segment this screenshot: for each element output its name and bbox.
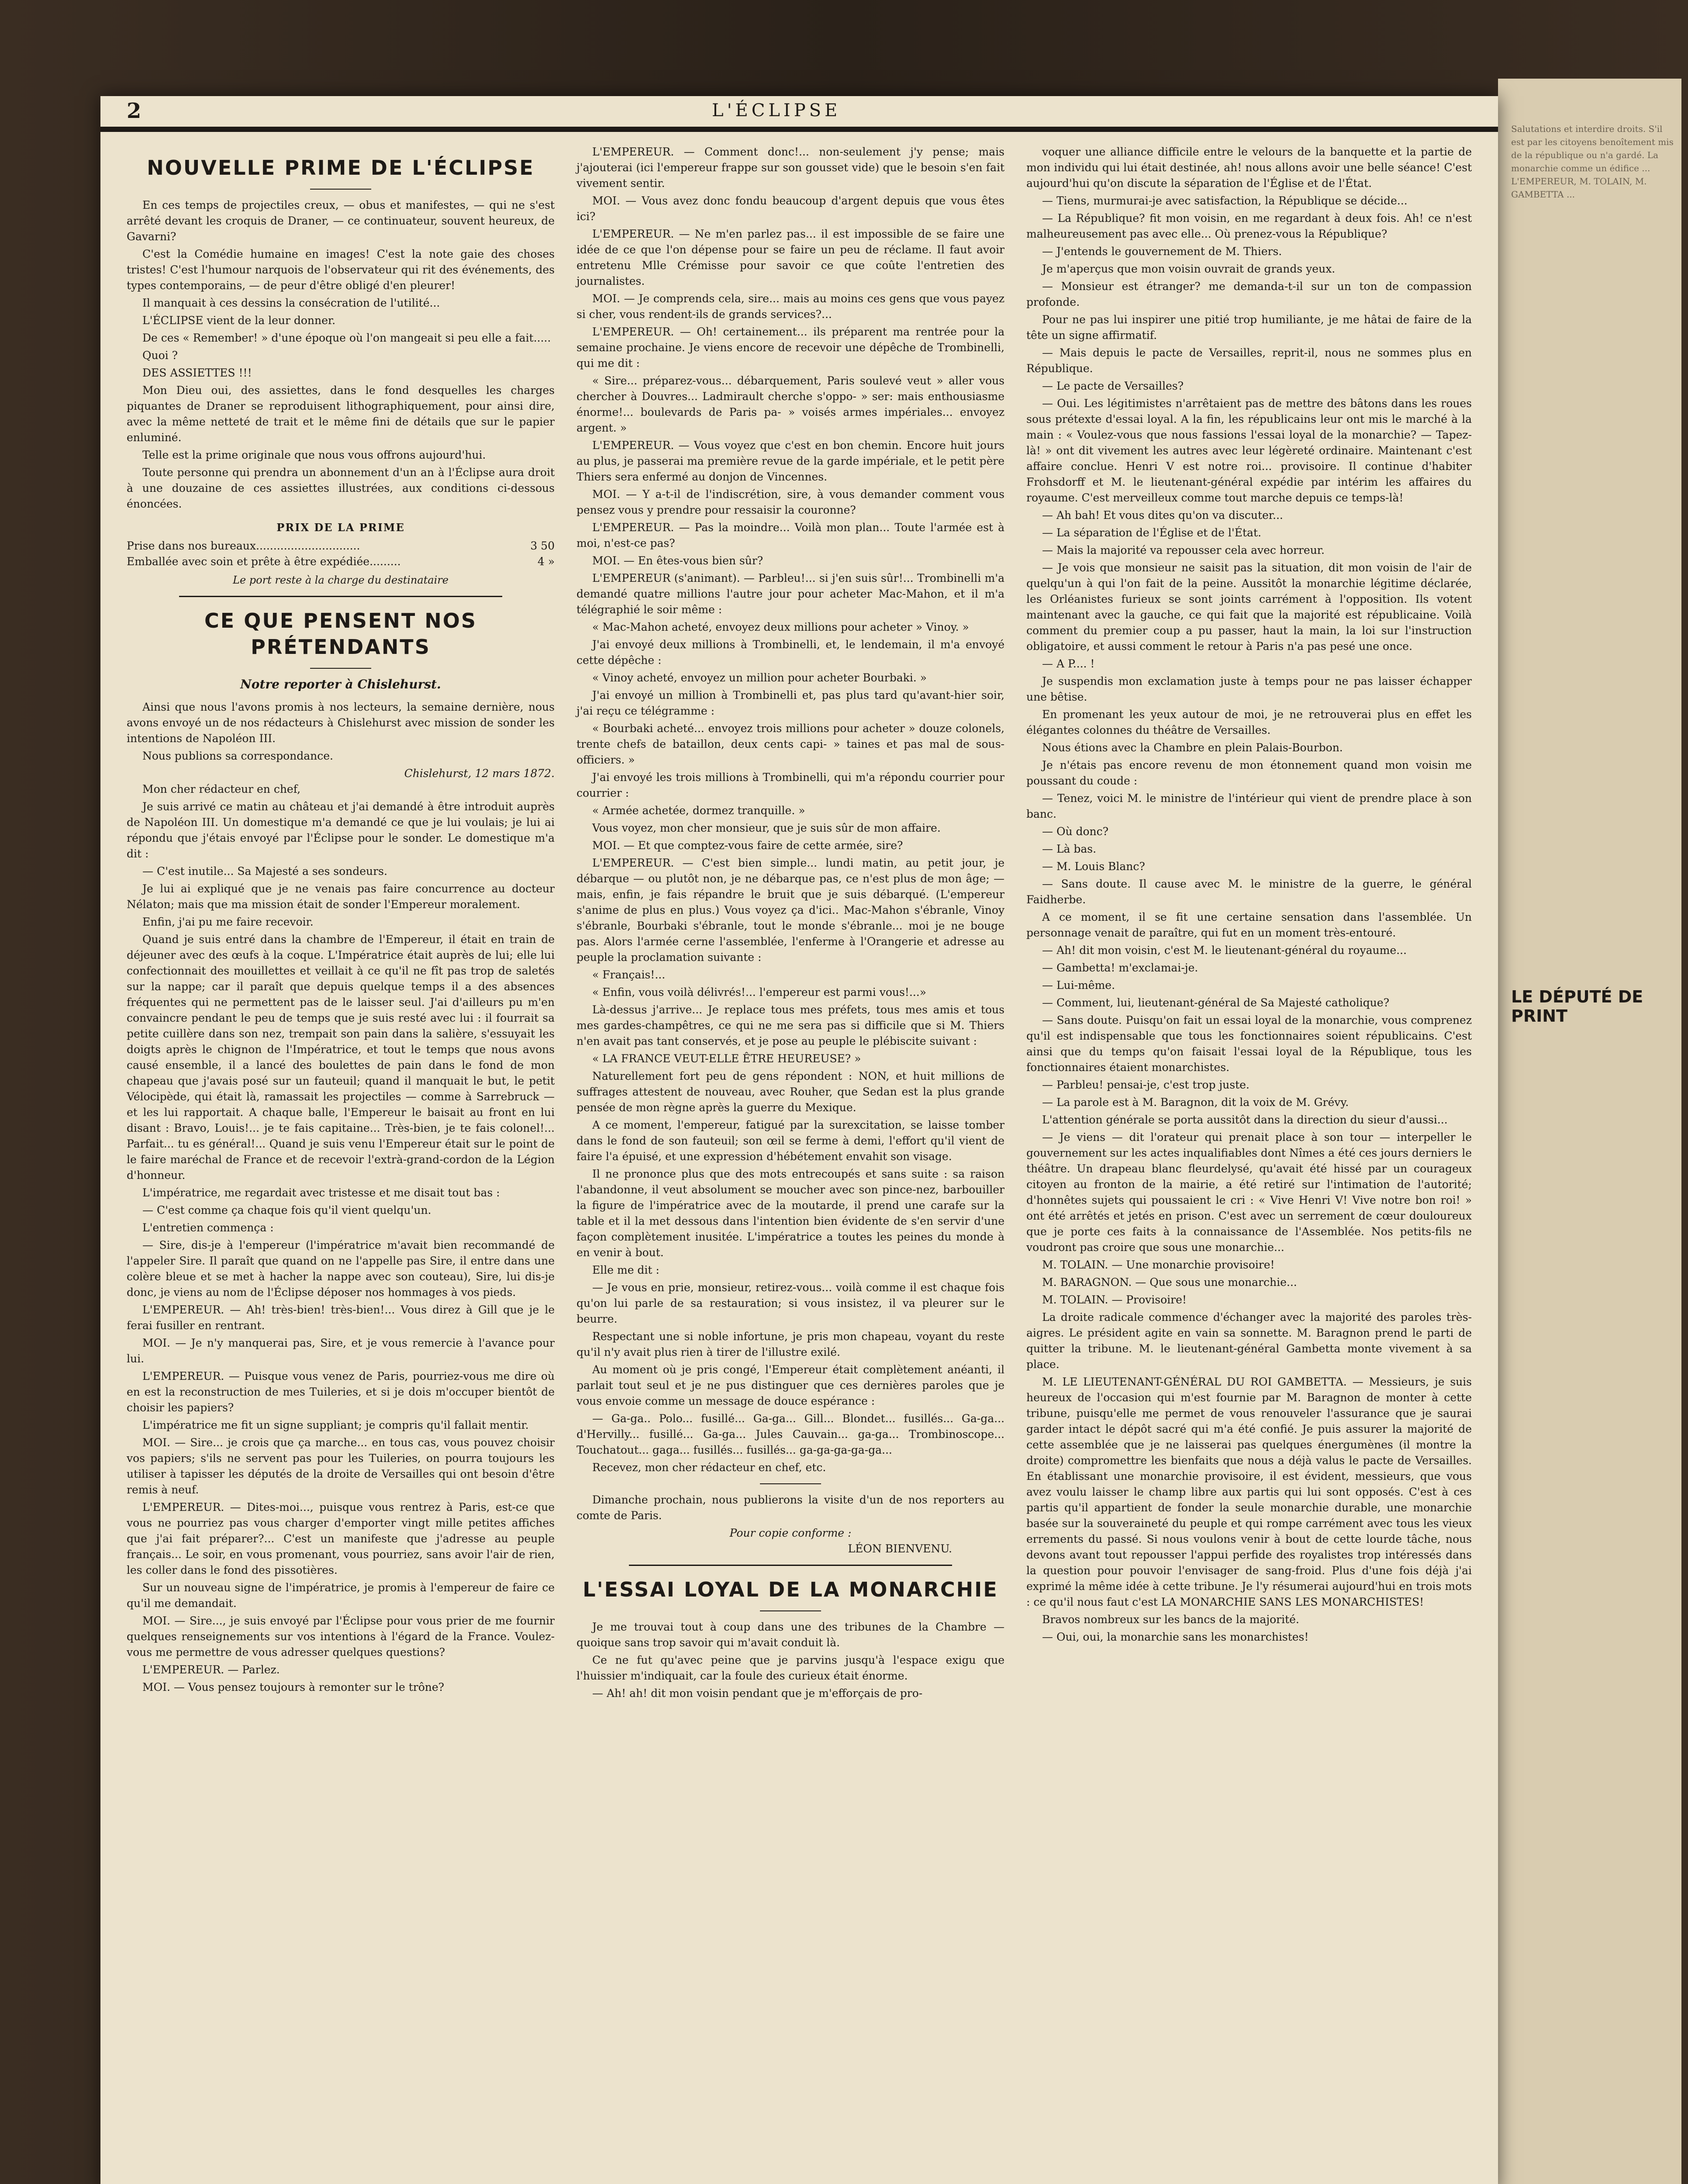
paragraph: — A P.... ! bbox=[1042, 657, 1095, 670]
paragraph: MOI. — Vous avez donc fondu beaucoup d'argent depuis que vous êtes ici? bbox=[576, 194, 1005, 223]
price-row bbox=[127, 554, 555, 570]
paragraph: — Tiens, murmurai-je avec satisfaction, la République se décide... bbox=[1042, 194, 1408, 207]
dateline: Chislehurst, 12 mars 1872. bbox=[404, 767, 555, 780]
paragraph: « LA FRANCE VEUT-ELLE ÊTRE HEUREUSE? » bbox=[592, 1052, 861, 1065]
paragraph: Nous étions avec la Chambre en plein Palais-Bourbon. bbox=[1042, 741, 1343, 754]
paragraph: La droite radicale commence d'échanger avec la majorité des paroles très-aigres. Le président agite en vain sa sonnette. M. Baragnon prend le parti de quitter la tribune. M. le lieutenant-général Gambetta monte vivement à sa place. bbox=[1026, 1311, 1472, 1371]
paragraph: Respectant une si noble infortune, je pris mon chapeau, voyant du reste qu'il n'y avait plus rien à tirer de l'illustre exilé. bbox=[576, 1330, 1005, 1358]
paragraph: En promenant les yeux autour de moi, je ne retrouverai plus en effet les élégantes colonnes du théâtre de Versailles. bbox=[1026, 708, 1472, 736]
paragraph: Je lui ai expliqué que je ne venais pas faire concurrence au docteur Nélaton; mais que ma mission était de sonder l'Empereur moralement. bbox=[127, 882, 555, 911]
paragraph: Elle me dit : bbox=[592, 1264, 659, 1276]
paragraph: — Lui-même. bbox=[1042, 979, 1115, 992]
paragraph: — Je vois que monsieur ne saisit pas la situation, dit mon voisin de l'air de quelqu'un à qui l'on fait de la peine. Aussitôt la monarchie légitime déclarée, les Orléanistes furieux se sont joints carrément à l'opposition. Ils votent maintenant avec la gauche, ce qui fait que la majorité est républicaine. Voilà comment du premier coup a pu passer, haut la main, la loi sur l'instruction obligatoire, et aussi comment le retour à Paris n'a pas pesé une once. bbox=[1026, 561, 1472, 653]
paragraph: Nous publions sa correspondance. bbox=[142, 750, 333, 762]
paragraph: Ainsi que nous l'avons promis à nos lecteurs, la semaine dernière, nous avons envoyé un de nos rédacteurs à Chislehurst avec mission de sonder les intentions de Napoléon III. bbox=[127, 701, 555, 745]
paragraph: L'EMPEREUR. — Comment donc!... non-seulement j'y pense; mais j'ajouterai (ici l'empereur frappe sur son gousset vide) que le besoin s'en fait vivement sentir. bbox=[576, 145, 1005, 190]
paragraph: L'EMPEREUR. — Dites-moi..., puisque vous rentrez à Paris, est-ce que vous ne pourriez pas vous charger d'emporter vingt mille petites affiches que j'ai fait préparer?... C'est un manifeste que j'adresse au peuple français... Le soir, en vous promenant, vous pourriez, sans avoir l'air de rien, les coller dans le fond des pissotières. bbox=[127, 1501, 555, 1576]
paragraph: — Mais la majorité va repousser cela avec horreur. bbox=[1042, 544, 1325, 556]
paragraph: Quoi ? bbox=[142, 349, 178, 362]
section-title-pretendants: CE QUE PENSENT NOS PRÉTENDANTS bbox=[204, 609, 477, 659]
price-value: 4 » bbox=[537, 555, 555, 568]
section-subtitle: Notre reporter à Chislehurst. bbox=[240, 677, 441, 691]
page-header bbox=[100, 96, 1498, 132]
paragraph: L'EMPEREUR. — Oh! certainement... ils préparent ma rentrée pour la semaine prochaine. Je viens encore de recevoir une dépêche de Trombinelli, qui me dit : bbox=[576, 325, 1005, 370]
paragraph: voquer une alliance difficile entre le velours de la banquette et la partie de mon individu qui lui était destinée, ah! nous allons avoir une belle séance! C'est aujourd'hui qu'on discute la séparation de l'Église et de l'État. bbox=[1026, 145, 1472, 190]
paragraph: — Ah! ah! dit mon voisin pendant que je m'efforçais de pro- bbox=[592, 1687, 923, 1700]
paragraph: — Ah bah! Et vous dites qu'on va discuter... bbox=[1042, 509, 1283, 522]
article-prime-body bbox=[127, 197, 555, 512]
paragraph: Mon Dieu oui, des assiettes, dans le fond desquelles les charges piquantes de Draner se reproduisent lithographiquement, pour ainsi dire, avec la même netteté de trait et le même fini de détails que sur le papier enluminé. bbox=[127, 384, 555, 444]
section-title-prime: NOUVELLE PRIME DE L'ÉCLIPSE bbox=[147, 156, 535, 180]
paragraph: L'attention générale se porta aussitôt dans la direction du sieur d'aussi... bbox=[1042, 1113, 1448, 1126]
paragraph: — Ga-ga.. Polo... fusillé... Ga-ga... Gill... Blondet... fusillés... Ga-ga... d'Hervilly... fusillé... Ga-ga... Jules Cauvain... ga-ga... Trombinoscope... Touchatout... gaga... fusillés... fusillés... ga-ga-ga-ga-ga... bbox=[576, 1412, 1005, 1456]
copy-conforme: Pour copie conforme : bbox=[729, 1527, 852, 1539]
paragraph: Sur un nouveau signe de l'impératrice, je promis à l'empereur de faire ce qu'il me demandait. bbox=[127, 1581, 555, 1610]
paragraph: — Gambetta! m'exclamai-je. bbox=[1042, 961, 1198, 974]
paragraph: A ce moment, il se fit une certaine sensation dans l'assemblée. Un personnage venait de paraître, qui fut en un moment très-entouré. bbox=[1026, 911, 1472, 939]
paragraph: Je me trouvai tout à coup dans une des tribunes de la Chambre — quoique sans trop savoir qui m'avait conduit là. bbox=[576, 1621, 1005, 1649]
paragraph: — C'est comme ça chaque fois qu'il vient quelqu'un. bbox=[142, 1204, 431, 1216]
divider bbox=[310, 668, 371, 669]
paragraph: De ces « Remember! » d'une époque où l'on mangeait si peu elle a fait..... bbox=[142, 332, 551, 344]
paragraph: L'entretien commença : bbox=[142, 1221, 274, 1234]
paragraph: — Je viens — dit l'orateur qui prenait place à son tour — interpeller le gouvernement sur les actes inqualifiables dont Nîmes a été ces jours derniers le théâtre. Un drapeau blanc fleurdelysé, qu'avait été hissé par un courageux citoyen au fronton de la mairie, a été retiré sur l'intimation de l'autorité; d'honnêtes sujets qui poussaient le cri : « Vive Henri V! Vive notre bon roi! » ont été arrêtés et jetés en prison. C'est avec un serrement de cœur douloureux que je porte ces faits à la connaissance de l'Assemblée. Nos petits-fils ne voudront pas croire que sous une monarchie... bbox=[1026, 1131, 1472, 1254]
paragraph: — La séparation de l'Église et de l'État. bbox=[1042, 526, 1261, 539]
price-label: Prise dans nos bureaux.............................. bbox=[127, 539, 360, 552]
paragraph: Je m'aperçus que mon voisin ouvrait de grands yeux. bbox=[1042, 263, 1336, 275]
paragraph: Bravos nombreux sur les bancs de la majorité. bbox=[1042, 1613, 1299, 1626]
article-letter bbox=[127, 781, 555, 1695]
paragraph: Il manquait à ces dessins la consécration de l'utilité... bbox=[142, 297, 440, 309]
price-label: Emballée avec soin et prête à être expédiée......... bbox=[127, 555, 401, 568]
paragraph: — La parole est à M. Baragnon, dit la voix de M. Grévy. bbox=[1042, 1096, 1349, 1109]
paragraph: — Sire, dis-je à l'empereur (l'impératrice m'avait bien recommandé de l'appeler Sire. Il paraît que quand on ne l'appelle pas Sire, il entre dans une colère bleue et se met à hacher la nappe avec son couteau), Sire, lui dis-je donc, je viens au nom de l'Éclipse déposer nos hommages à vos pieds. bbox=[127, 1239, 555, 1299]
facing-page bbox=[1498, 79, 1681, 2184]
divider bbox=[179, 596, 502, 597]
paragraph: MOI. — Je n'y manquerai pas, Sire, et je vous remercie à l'avance pour lui. bbox=[127, 1337, 555, 1365]
paragraph: L'EMPEREUR. — C'est bien simple... lundi matin, au petit jour, je débarque — ou plutôt non, je ne débarque pas, ce n'est plus de mon âge; — mais, enfin, je fais répandre le bruit que je suis débarqué. (L'empereur s'anime de plus en plus.) Vous voyez ça d'ici.. Mac-Mahon s'ébranle, Vinoy s'ébranle, Bourbaki s'ébranle, tout le monde s'ébranle... moi je ne bouge pas. Alors l'armée cerne l'assemblée, l'enferme à l'Orangerie et adresse au peuple la proclamation suivante : bbox=[576, 857, 1005, 964]
paragraph: C'est la Comédie humaine en images! C'est la note gaie des choses tristes! C'est l'humour narquois de l'observateur qui rit des événements, des types contemporains, — de peur d'être obligé d'en pleurer! bbox=[127, 248, 555, 292]
paragraph: MOI. — Sire... je crois que ça marche... en tous cas, vous pouvez choisir vos papiers; s'ils ne servent pas pour les Tuileries, on pourra toujours les utiliser à tapisser les députés de la droite de Versailles qui ont besoin d'être remis à neuf. bbox=[127, 1436, 555, 1496]
paragraph: — Oui. Les légitimistes n'arrêtaient pas de mettre des bâtons dans les roues sous prétexte d'essai loyal. A la fin, les républicains leur ont mis le marché à la main : « Voulez-vous que nous fassions l'essai loyal de la monarchie? — Tapez-là! » ont dit vivement les autres avec leur légèreté ordinaire. Maintenant c'est affaire conclue. Henri V est notre roi... provisoire. Il continue d'habiter Frohsdorff et M. le lieutenant-général expédie par intérim les affaires du royaume. C'est merveilleux comme tout marche depuis ce temps-là! bbox=[1026, 397, 1472, 504]
paragraph: L'EMPEREUR. — Pas la moindre... Voilà mon plan... Toute l'armée est à moi, n'est-ce pas? bbox=[576, 521, 1005, 549]
paragraph: — Comment, lui, lieutenant-général de Sa Majesté catholique? bbox=[1042, 996, 1389, 1009]
paragraph: — Le pacte de Versailles? bbox=[1042, 380, 1184, 392]
paragraph: — Ah! dit mon voisin, c'est M. le lieutenant-général du royaume... bbox=[1042, 944, 1407, 957]
paragraph: Vous voyez, mon cher monsieur, que je suis sûr de mon affaire. bbox=[592, 822, 941, 834]
paragraph: — Tenez, voici M. le ministre de l'intérieur qui vient de prendre place à son banc. bbox=[1026, 792, 1472, 820]
paragraph: Je suis arrivé ce matin au château et j'ai demandé à être introduit auprès de Napoléon III. Un domestique m'a demandé ce que je lui voulais; je lui ai répondu que j'étais envoyé par l'Éclipse pour le sonder. Le domestique m'a dit : bbox=[127, 800, 555, 860]
divider bbox=[310, 189, 371, 190]
paragraph: — Où donc? bbox=[1042, 825, 1109, 838]
column-3 bbox=[1026, 144, 1472, 1647]
price-title: PRIX DE LA PRIME bbox=[276, 521, 405, 534]
paragraph: L'EMPEREUR. — Parlez. bbox=[142, 1663, 280, 1676]
divider bbox=[760, 1483, 821, 1484]
paragraph: DES ASSIETTES !!! bbox=[142, 366, 252, 379]
paragraph: « Enfin, vous voilà délivrés!... l'empereur est parmi vous!...» bbox=[592, 986, 926, 999]
paragraph: M. TOLAIN. — Provisoire! bbox=[1042, 1293, 1187, 1306]
paragraph: Je n'étais pas encore revenu de mon étonnement quand mon voisin me poussant du coude : bbox=[1026, 759, 1472, 787]
paragraph: — Oui, oui, la monarchie sans les monarchistes! bbox=[1042, 1631, 1309, 1643]
paragraph: Mon cher rédacteur en chef, bbox=[142, 783, 301, 795]
signature: LÉON BIENVENU. bbox=[848, 1542, 952, 1555]
paragraph: « Vinoy acheté, envoyez un million pour acheter Bourbaki. » bbox=[592, 671, 927, 684]
paragraph: Naturellement fort peu de gens répondent : NON, et huit millions de suffrages attestent de nouveau, avec Rouher, que Sedan est la plus grande pensée de mon règne après la guerre du Mexique. bbox=[576, 1070, 1005, 1114]
paragraph: L'EMPEREUR. — Puisque vous venez de Paris, pourriez-vous me dire où en est la reconstruction de mes Tuileries, et si je dois m'occuper bientôt de choisir les papiers? bbox=[127, 1370, 555, 1414]
paragraph: J'ai envoyé les trois millions à Trombinelli, qui m'a répondu courrier pour courrier : bbox=[576, 771, 1005, 799]
paragraph: Quand je suis entré dans la chambre de l'Empereur, il était en train de déjeuner avec des œufs à la coque. L'Impératrice était auprès de lui; elle lui confectionnait des mouillettes et veillait à ce qu'il ne fît pas trop de saletés sur la nappe; car il paraît que depuis quelque temps il a des absences fréquentes qui ne permettent pas de le laisser seul. J'ai d'ailleurs pu m'en convaincre pendant le peu de temps que je suis resté avec lui : il fourrait sa petite cuillère dans son nez, trempait son pain dans la salière, s'essuyait les doigts après le chignon de l'Impératrice, et tout le temps que nous avons causé ensemble, il a lancé des boulettes de pain dans le fond de mon chapeau que j'avais posé sur un fauteuil; quand il manquait le but, le petit Vélocipède, qui était là, ramassait les projectiles — comme à Sarrebruck — et les lui rapportait. A chaque balle, l'Empereur le baisait au front en lui disant : Bravo, Louis!... je te fais capitaine... Très-bien, je te fais colonel!... Parfait... tu es général!... Quand je suis venu l'Empereur était sur le point de le faire maréchal de France et de recevoir l'extrà-grand-cordon de la Légion d'honneur. bbox=[127, 933, 555, 1182]
paragraph: MOI. — Y a-t-il de l'indiscrétion, sire, à vous demander comment vous pensez vous y prendre pour ressaisir la couronne? bbox=[576, 488, 1005, 516]
divider bbox=[629, 1565, 952, 1566]
facing-page-text: Salutations et interdire droits. S'il est par les citoyens benoîtement mis de la république ou n'a gardé. La monarchie comme un édifice ... L'EMPEREUR, M. TOLAIN, M. GAMBETTA ... bbox=[1511, 124, 1674, 200]
paragraph: L'ÉCLIPSE vient de la leur donner. bbox=[142, 314, 336, 327]
paragraph: L'impératrice me fit un signe suppliant; je compris qu'il fallait mentir. bbox=[142, 1419, 529, 1431]
paragraph: MOI. — En êtes-vous bien sûr? bbox=[592, 554, 763, 567]
paragraph: « Mac-Mahon acheté, envoyez deux millions pour acheter » Vinoy. » bbox=[592, 621, 969, 633]
paragraph: MOI. — Vous pensez toujours à remonter sur le trône? bbox=[142, 1681, 445, 1693]
column-2 bbox=[576, 144, 1005, 1703]
price-note: Le port reste à la charge du destinataire bbox=[233, 574, 449, 586]
paragraph: Telle est la prime originale que nous vous offrons aujourd'hui. bbox=[142, 449, 486, 461]
paragraph: Recevez, mon cher rédacteur en chef, etc. bbox=[592, 1461, 826, 1474]
paragraph: M. LE LIEUTENANT-GÉNÉRAL DU ROI GAMBETTA. — Messieurs, je suis heureux de l'occasion qui m'est fournie par M. Baragnon de monter à cette tribune, puisqu'elle me permet de vous renouveler l'assurance que je saurai garder intact le dépôt sacré qui m'a été confié. Je puis assurer la majorité de cette assemblée que je ne laisserai pas quelques énergumènes (il montre la droite) compromettre les bienfaits que nous a déjà valus le pacte de Versailles. En établissant une monarchie provisoire, il est évident, messieurs, que vous avez voulu laisser le champ libre aux partis qui lui sont opposés. C'est à ces partis qu'il appartient de fonder la seule monarchie durable, une monarchie basée sur la souveraineté du peuple et qui rompe carrément avec tous les vieux errements du passé. Si nous voulons venir à bout de cette lourde tâche, nous devons avant tout repousser l'appui perfide des royalistes trop intéressés dans la question pour pouvoir l'envisager de sang-froid. Plus d'une fois déjà j'ai exprimé la même idée à cette tribune. Je l'y résumerai aujourd'hui en trois mots : ce qu'il nous faut c'est LA MONARCHIE SANS LES MONARCHISTES! bbox=[1026, 1375, 1472, 1608]
price-row bbox=[127, 538, 555, 554]
facing-page-heading: LE DÉPUTÉ DE PRINT bbox=[1511, 987, 1643, 1026]
column-1 bbox=[127, 144, 555, 1697]
paragraph: — Parbleu! pensai-je, c'est trop juste. bbox=[1042, 1078, 1250, 1091]
paragraph: Au moment où je pris congé, l'Empereur était complètement anéanti, il parlait tout seul et je ne pus distinguer que ces dernières paroles que je vous envoie comme un message de douce espérance : bbox=[576, 1363, 1005, 1407]
paragraph: — Sans doute. Puisqu'on fait un essai loyal de la monarchie, vous comprenez qu'il est indispensable que tous les fonctionnaires soient républicains. C'est ainsi que du temps qu'on faisait l'essai loyal de la République, tous les fonctionnaires étaient monarchistes. bbox=[1026, 1014, 1472, 1074]
paragraph: — Je vous en prie, monsieur, retirez-vous... voilà comme il est chaque fois qu'on lui parle de sa restauration; si vous insistez, il va pleurer sur le beurre. bbox=[576, 1281, 1005, 1325]
paragraph: Toute personne qui prendra un abonnement d'un an à l'Éclipse aura droit à une douzaine de ces assiettes illustrées, aux conditions ci-dessous énoncées. bbox=[127, 466, 555, 510]
paragraph: M. BARAGNON. — Que sous une monarchie... bbox=[1042, 1276, 1297, 1289]
paragraph: En ces temps de projectiles creux, — obus et manifestes, — qui ne s'est arrêté devant les croquis de Draner, — ce continuateur, souvent heureux, de Gavarni? bbox=[127, 199, 555, 243]
paragraph: Pour ne pas lui inspirer une pitié trop humiliante, je me hâtai de faire de la tête un signe affirmatif. bbox=[1026, 313, 1472, 342]
paragraph: — Là bas. bbox=[1042, 843, 1097, 855]
paragraph: — J'entends le gouvernement de M. Thiers. bbox=[1042, 245, 1282, 258]
paragraph: Je suspendis mon exclamation juste à temps pour ne pas laisser échapper une bêtise. bbox=[1026, 675, 1472, 703]
paragraph: L'EMPEREUR. — Vous voyez que c'est en bon chemin. Encore huit jours au plus, je passerai ma première revue de la garde impériale, et le petit père Thiers sera enfermé au donjon de Vincennes. bbox=[576, 439, 1005, 483]
paragraph: Enfin, j'ai pu me faire recevoir. bbox=[142, 916, 314, 928]
divider bbox=[760, 1610, 821, 1611]
paragraph: L'EMPEREUR. — Ne m'en parlez pas... il est impossible de se faire une idée de ce que l'on dépense pour se faire un peu de réclame. Il faut avoir entretenu Mlle Crémisse pour savoir ce que coûte l'entretien des journalistes. bbox=[576, 228, 1005, 287]
page-number: 2 bbox=[127, 99, 142, 123]
paragraph: MOI. — Et que comptez-vous faire de cette armée, sire? bbox=[592, 839, 903, 852]
paragraph: — C'est inutile... Sa Majesté a ses sondeurs. bbox=[142, 865, 387, 878]
paragraph: « Sire... préparez-vous... débarquement, Paris soulevé veut » aller vous chercher à Douvres... Ladmirault cherche s'oppo- » ser: mais enthousiasme énorme!... boulevards de Paris pa- » voisés armes impériales... envoyez argent. » bbox=[576, 374, 1005, 434]
article-letter-continued bbox=[576, 144, 1005, 1476]
paragraph: L'impératrice, me regardait avec tristesse et me disait tout bas : bbox=[142, 1186, 500, 1199]
section-title-monarchie: L'ESSAI LOYAL DE LA MONARCHIE bbox=[583, 1578, 998, 1601]
article-monarchie-continued bbox=[1026, 144, 1472, 1645]
paragraph: « Bourbaki acheté... envoyez trois millions pour acheter » douze colonels, trente chefs de bataillon, deux cents capi- » taines et pas mal de sous-officiers. » bbox=[576, 722, 1005, 766]
price-value: 3 50 bbox=[530, 539, 555, 552]
paragraph: — M. Louis Blanc? bbox=[1042, 860, 1145, 873]
paragraph: MOI. — Sire..., je suis envoyé par l'Éclipse pour vous prier de me fournir quelques renseignements sur vos intentions à l'égard de la France. Voulez-vous me permettre de vous adresser quelques questions? bbox=[127, 1614, 555, 1659]
newspaper-page bbox=[100, 96, 1498, 2184]
article-monarchie-body bbox=[576, 1619, 1005, 1701]
paragraph: A ce moment, l'empereur, fatigué par la surexcitation, se laisse tomber dans le fond de son fauteuil; son œil se ferme à demi, l'effort qu'il vient de faire l'a épuisé, et une expression d'hébétement envahit son visage. bbox=[576, 1119, 1005, 1163]
paragraph: J'ai envoyé deux millions à Trombinelli, et, le lendemain, il m'a envoyé cette dépêche : bbox=[576, 638, 1005, 667]
masthead: L'ÉCLIPSE bbox=[712, 100, 841, 121]
paragraph: — Sans doute. Il cause avec M. le ministre de la guerre, le général Faidherbe. bbox=[1026, 878, 1472, 906]
paragraph: Là-dessus j'arrive... Je replace tous mes préfets, tous mes amis et tous mes gardes-champêtres, ce qui ne me sera pas si difficile que si M. Thiers n'en avait pas tant conservés, et je pose au peuple le plébiscite suivant : bbox=[576, 1003, 1005, 1047]
paragraph: « Armée achetée, dormez tranquille. » bbox=[592, 804, 805, 817]
paragraph: L'EMPEREUR (s'animant). — Parbleu!... si j'en suis sûr!... Trombinelli m'a demandé quatre millions l'autre jour pour acheter Mac-Mahon, et il m'a télégraphié le soir même : bbox=[576, 572, 1005, 616]
paragraph: J'ai envoyé un million à Trombinelli et, pas plus tard qu'avant-hier soir, j'ai reçu ce télégramme : bbox=[576, 689, 1005, 717]
paragraph: Il ne prononce plus que des mots entrecoupés et sans suite : sa raison l'abandonne, il veut absolument se moucher avec son pince-nez, barbouiller la figure de l'impératrice avec de la moutarde, il prend une carafe sur la table et il la met dessous dans l'intention bien évidente de s'en servir d'une façon complètement inusitée. L'impératrice a toutes les peines du monde à en venir à bout. bbox=[576, 1168, 1005, 1259]
paragraph: MOI. — Je comprends cela, sire... mais au moins ces gens que vous payez si cher, vous rendent-ils de grands services?... bbox=[576, 292, 1005, 321]
paragraph: — La République? fit mon voisin, en me regardant à deux fois. Ah! ce n'est malheureusement pas avec elle... Où prenez-vous la République? bbox=[1026, 212, 1472, 240]
article-intro bbox=[127, 699, 555, 764]
paragraph: — Monsieur est étranger? me demanda-t-il sur un ton de compassion profonde. bbox=[1026, 280, 1472, 308]
paragraph: — Mais depuis le pacte de Versailles, reprit-il, nous ne sommes plus en République. bbox=[1026, 346, 1472, 375]
paragraph: L'EMPEREUR. — Ah! très-bien! très-bien!... Vous direz à Gill que je le ferai fusiller en rentrant. bbox=[127, 1303, 555, 1332]
paragraph: Ce ne fut qu'avec peine que je parvins jusqu'à l'espace exigu que l'huissier m'indiquait, car la foule des curieux était énorme. bbox=[576, 1654, 1005, 1682]
paragraph: M. TOLAIN. — Une monarchie provisoire! bbox=[1042, 1258, 1275, 1271]
paragraph: « Français!... bbox=[592, 968, 666, 981]
closing-note: Dimanche prochain, nous publierons la visite d'un de nos reporters au comte de Paris. bbox=[576, 1493, 1005, 1522]
